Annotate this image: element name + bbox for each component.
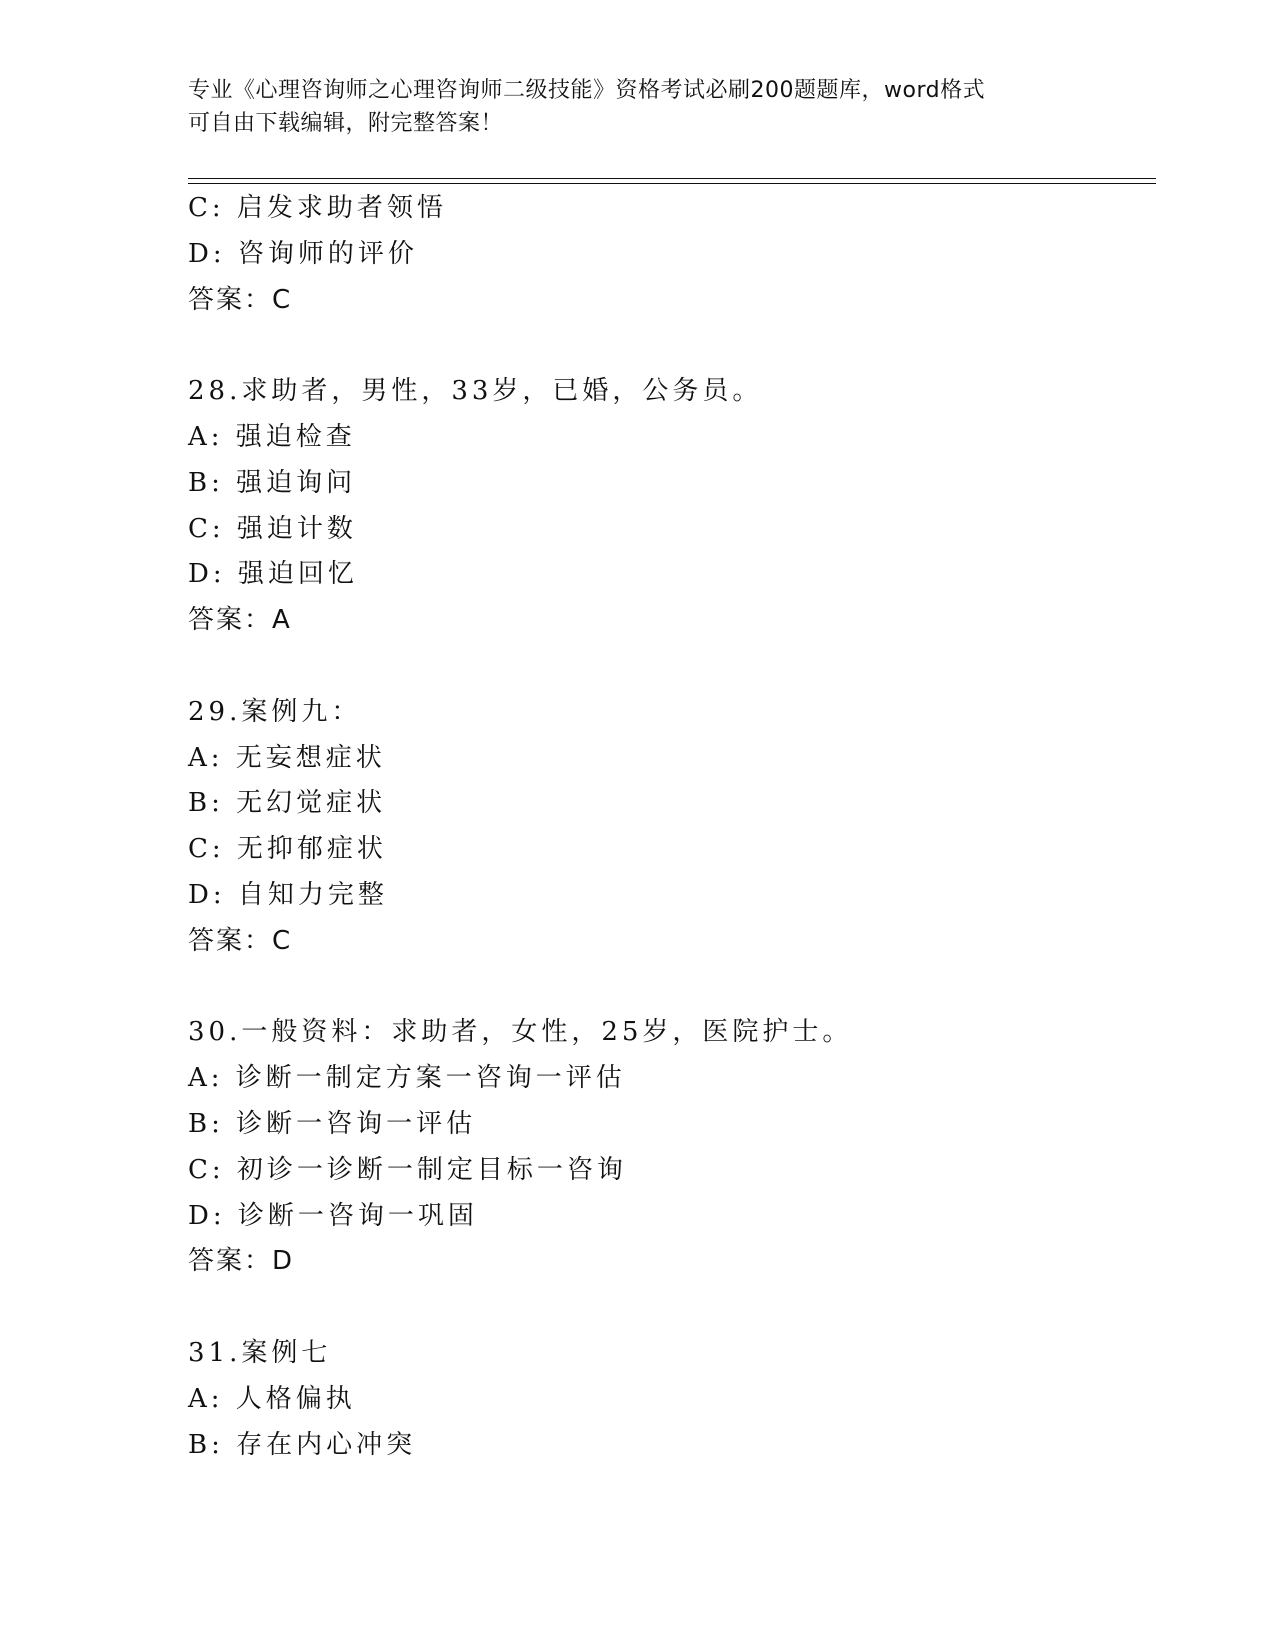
- header-divider-top: [188, 178, 1156, 179]
- question-option: B: 强迫询问: [188, 467, 357, 498]
- question-stem: 31.案例七: [188, 1337, 332, 1368]
- question-option: D: 强迫回忆: [188, 559, 358, 590]
- question-option: D: 咨询师的评价: [188, 238, 418, 269]
- question-option: C: 强迫计数: [188, 513, 357, 544]
- header-title-line-1: 专业《心理咨询师之心理咨询师二级技能》资格考试必刷200题题库，word格式: [188, 78, 986, 103]
- question-answer: 答案：C: [188, 284, 293, 315]
- question-stem: 28.求助者，男性，33岁，已婚，公务员。: [188, 376, 763, 407]
- question-option: B: 无幻觉症状: [188, 788, 387, 819]
- header-divider-bottom: [188, 183, 1156, 184]
- question-31: [188, 1331, 1156, 1468]
- spacer: [188, 1285, 1156, 1331]
- document-header: [188, 74, 1088, 140]
- question-answer: 答案：D: [188, 1246, 295, 1277]
- spacer: [188, 965, 1156, 1011]
- spacer: [188, 644, 1156, 690]
- question-28: [188, 369, 1156, 690]
- question-option: C: 无抑郁症状: [188, 834, 387, 865]
- question-option: C: 初诊一诊断一制定目标一咨询: [188, 1154, 627, 1185]
- question-stem: 30.一般资料：求助者，女性，25岁，医院护士。: [188, 1017, 853, 1048]
- question-option: B: 存在内心冲突: [188, 1429, 417, 1460]
- question-option: A: 诊断一制定方案一咨询一评估: [188, 1063, 626, 1094]
- question-option: D: 自知力完整: [188, 879, 388, 910]
- question-29: [188, 690, 1156, 1011]
- question-option: C: 启发求助者领悟: [188, 193, 447, 223]
- question-list: [188, 186, 1156, 1468]
- spacer: [188, 323, 1156, 369]
- question-option: A: 人格偏执: [188, 1383, 356, 1414]
- header-title-line-2: 可自由下载编辑，附完整答案！: [188, 111, 504, 136]
- question-option: B: 诊断一咨询一评估: [188, 1108, 477, 1139]
- question-answer: 答案：C: [188, 925, 293, 956]
- question-27-tail: [188, 186, 1156, 369]
- question-30: [188, 1010, 1156, 1331]
- question-option: A: 强迫检查: [188, 421, 356, 452]
- question-option: D: 诊断一咨询一巩固: [188, 1200, 478, 1231]
- question-answer: 答案：A: [188, 605, 292, 636]
- question-stem: 29.案例九：: [188, 696, 362, 727]
- question-option: A: 无妄想症状: [188, 742, 386, 773]
